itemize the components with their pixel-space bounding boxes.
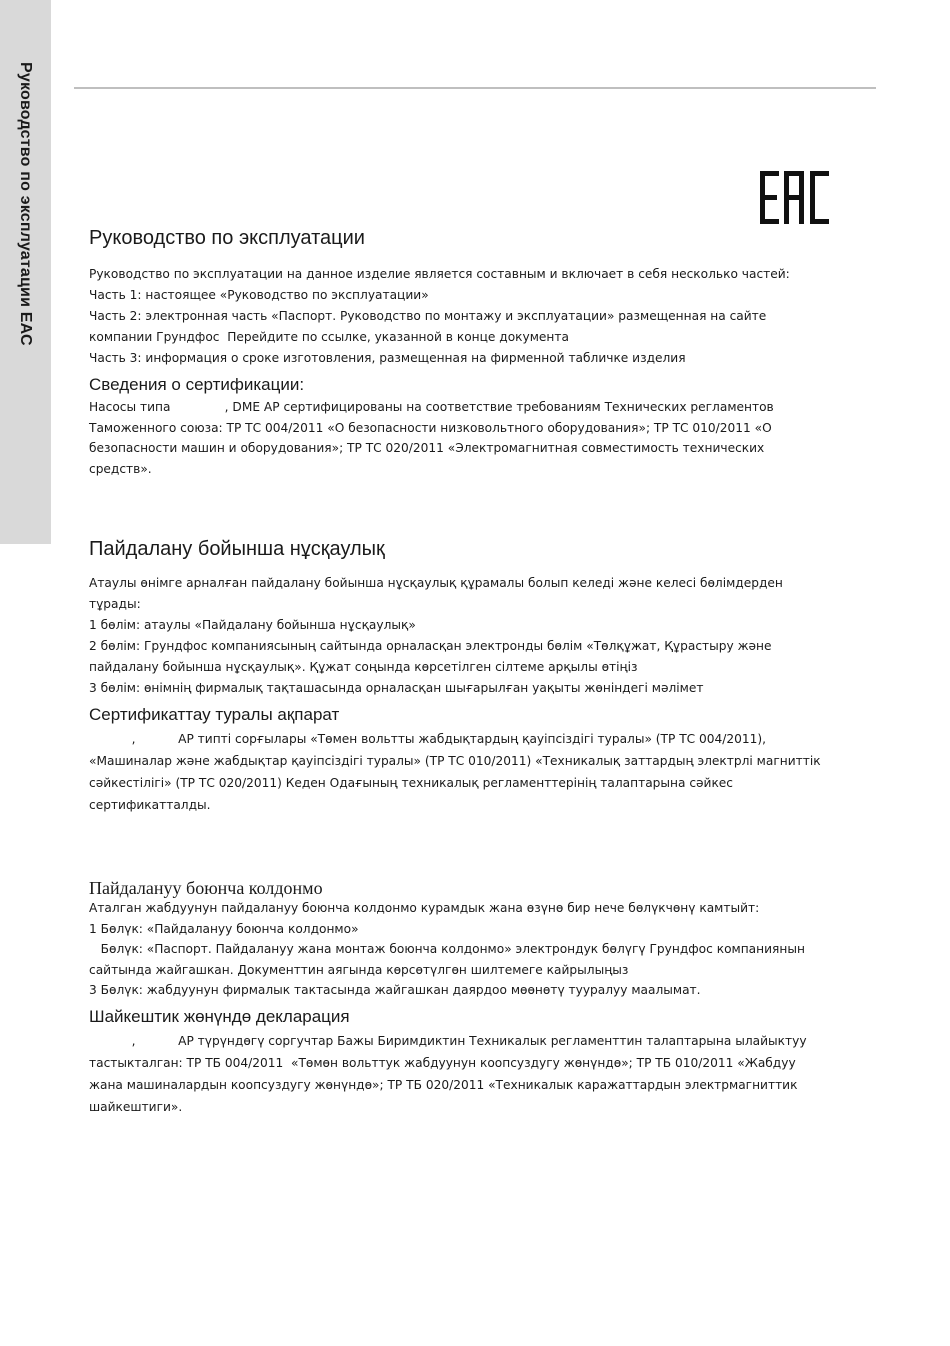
kz-cert-line: , АР типті сорғылары «Төмен вольтты жабдықтардың қауіпсіздігі туралы» (ТР ТС 004/2011), <box>89 732 767 746</box>
kg-cert-heading: Шайкештик жөнүндө декларация <box>89 1007 350 1026</box>
ru-cert-line: Таможенного союза: ТР ТС 004/2011 «О безопасности низковольтного оборудования»; ТР ТС 010/2011 «О <box>89 420 772 435</box>
kz-title: Пайдалану бойынша нұсқаулық <box>89 538 385 560</box>
kg-cert-line: жана машиналардын коопсуздугу жөнүндө»; ТР ТБ 020/2011 «Техникалык каражаттардын электрмагниттик <box>89 1078 798 1092</box>
ru-cert-line: Насосы типа , DME AP сертифицированы на соответствие требованиям Технических регламентов <box>89 400 774 414</box>
kg-line: Аталган жабдуунун пайдалануу боюнча колдонмо курамдык жана өзүнө бир нече бөлүкчөнү камтыйт: <box>89 901 760 915</box>
kg-line: Бөлүк: «Паспорт. Пайдалануу жана монтаж боюнча колдонмо» электрондук бөлүгү Грундфос компаниянын <box>89 942 805 956</box>
kz-line: Атаулы өнімге арналған пайдалану бойынша нұсқаулық құрамалы болып келеді және келесі бөлімдерден <box>89 576 783 590</box>
ru-line: Часть 3: информация о сроке изготовления, размещенная на фирменной табличке изделия <box>89 351 686 365</box>
kg-line: 1 Бөлүк: «Пайдалануу боюнча колдонмо» <box>89 921 359 936</box>
kg-cert-line: , АР түрүндөгү соргучтар Бажы Биримдиктин Техникалык регламенттин талаптарына ылайыктуу <box>89 1034 807 1048</box>
kz-cert-heading-wrap <box>89 704 879 726</box>
ru-section <box>89 226 879 250</box>
kg-line: сайтында жайгашкан. Документтин аягында көрсөтүлгөн шилтемеге кайрылыңыз <box>89 962 629 977</box>
kz-body <box>89 573 879 699</box>
ru-line: Руководство по эксплуатации на данное изделие является составным и включает в себя несколько частей: <box>89 267 790 281</box>
side-tab-label: Руководство по эксплуатации ЕАС <box>17 62 34 346</box>
ru-line: Часть 2: электронная часть «Паспорт. Руководство по монтажу и эксплуатации» размещенная на сайте <box>89 309 767 323</box>
kg-body <box>89 898 879 1001</box>
kg-line: 3 Бөлүк: жабдуунун фирмалык тактасында жайгашкан даярдоо мөөнөтү тууралуу маалымат. <box>89 983 701 997</box>
eac-logo-icon <box>760 171 830 224</box>
top-divider <box>74 87 876 89</box>
ru-title: Руководство по эксплуатации <box>89 227 365 249</box>
ru-cert-body <box>89 397 879 479</box>
kz-line: 1 бөлім: атаулы «Пайдалану бойынша нұсқаулық» <box>89 618 416 632</box>
side-tab <box>0 0 51 544</box>
kz-cert-body <box>89 728 879 816</box>
kz-line: пайдалану бойынша нұсқаулық». Құжат соңында көрсетілген сілтеме арқылы өтіңіз <box>89 660 638 674</box>
kz-cert-line: сертификатталды. <box>89 798 211 812</box>
kz-line: 2 бөлім: Грундфос компаниясының сайтында орналасқан электронды бөлім «Төлқұжат, Құрастыру және <box>89 639 772 653</box>
kz-section <box>89 537 879 561</box>
ru-cert-heading: Сведения о сертификации: <box>89 375 305 394</box>
ru-cert-heading-wrap <box>89 374 879 396</box>
ru-cert-line: средств». <box>89 461 152 476</box>
ru-cert-line: безопасности машин и оборудования»; ТР ТС 020/2011 «Электромагнитная совместимость технических <box>89 441 765 455</box>
kz-cert-heading: Сертификаттау туралы ақпарат <box>89 705 340 724</box>
kz-line: тұрады: <box>89 597 141 611</box>
kz-cert-line: сәйкестілігі» (ТР ТС 020/2011) Кеден Одағының техникалық регламенттерінің талаптарына сәйкес <box>89 776 734 790</box>
kg-cert-line: тастыкталган: ТР ТБ 004/2011 «Төмөн вольттук жабдуунун коопсуздугу жөнүндө»; ТР ТБ 010/2011 «Жабдуу <box>89 1056 796 1070</box>
kg-title: Пайдалануу боюнча колдонмо <box>89 878 323 898</box>
kz-cert-line: «Машиналар және жабдықтар қауіпсіздігі туралы» (ТР ТС 010/2011) «Техникалық заттардың электрлі магниттік <box>89 754 821 768</box>
ru-line: Часть 1: настоящее «Руководство по эксплуатации» <box>89 288 429 302</box>
kg-section <box>89 877 879 899</box>
kg-cert-heading-wrap <box>89 1006 879 1028</box>
ru-line: компании Грундфос Перейдите по ссылке, указанной в конце документа <box>89 330 569 344</box>
ru-body <box>89 264 879 369</box>
kz-line: 3 бөлім: өнімнің фирмалық тақташасында орналасқан шығарылған уақыты жөніндегі мәлімет <box>89 681 704 695</box>
kg-cert-line: шайкештиги». <box>89 1100 183 1114</box>
kg-cert-body <box>89 1030 879 1118</box>
